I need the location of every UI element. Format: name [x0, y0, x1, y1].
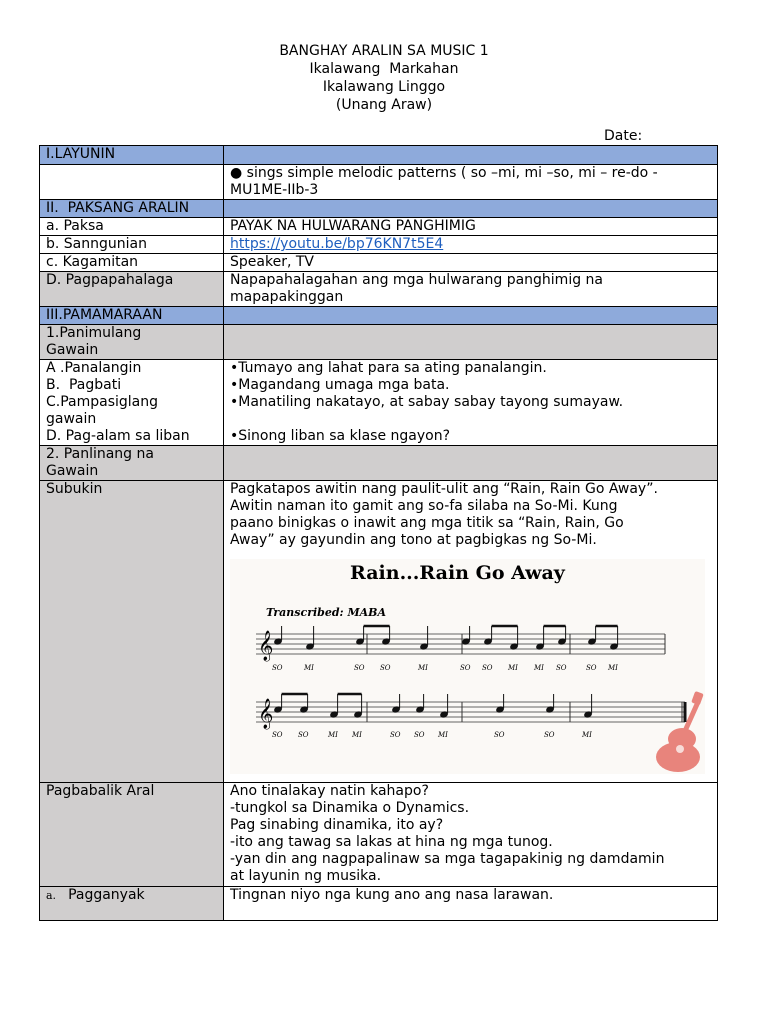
guitar-neck [685, 702, 698, 731]
row-label: 1.Panimulang Gawain [40, 325, 224, 360]
document-title: BANGHAY ARALIN SA MUSIC 1 [279, 43, 489, 59]
sheet-music-title: Rain...Rain Go Away [350, 562, 565, 584]
solfege-syllable: SO [494, 731, 505, 739]
syllables-row-2 [272, 731, 592, 739]
subukin-row [40, 481, 718, 783]
row-label: 2. Panlinang na Gawain [40, 446, 224, 481]
lesson-plan-table [39, 145, 718, 921]
pagganyak-row [40, 887, 718, 921]
staff-row-2 [256, 694, 685, 730]
row-value: Tingnan niyo nga kung ano ang nasa larawan. [224, 887, 718, 921]
solfege-syllable: SO [390, 731, 401, 739]
reference-link[interactable]: https://youtu.be/bp76KN7t5E4 [230, 236, 444, 252]
solfege-syllable: SO [556, 664, 567, 672]
opening-activities-row [40, 360, 718, 446]
paksa-row [40, 218, 718, 236]
sanggunian-row [40, 236, 718, 254]
panlinang-gawain-row [40, 446, 718, 481]
solfege-syllable: SO [272, 664, 283, 672]
solfege-syllable: SO [482, 664, 493, 672]
section-heading: I.LAYUNIN [40, 146, 224, 165]
row-label: A .Panalangin B. Pagbati C.Pampasiglang gawain D. Pag-alam sa liban [40, 360, 224, 446]
solfege-syllable: MI [438, 731, 448, 739]
objective-text: ● sings simple melodic patterns ( so –mi, mi –so, mi – re-do - MU1ME-IIb-3 [224, 165, 718, 200]
solfege-syllable: MI [304, 664, 314, 672]
row-value: Pagkatapos awitin nang paulit-ulit ang “Rain, Rain Go Away”. Awitin naman ito gamit ang so-fa silaba na So-Mi. Kung paano binigkas o inawit ang mga titik sa “Rain, Rain, Go Away” ay gayundin ang tono at pagbigkas ng So-Mi. Rain...Rain Go Away Transcribed: MABA 𝄞 𝄞 SO MI SO SO MI SO SO MI MI SO SO MI SO SO MI MI SO SO MI SO SO MI [224, 481, 718, 783]
solfege-syllable: MI [418, 664, 428, 672]
list-marker: a. [46, 889, 57, 902]
sheet-music-image [230, 559, 705, 774]
staff-row-1 [256, 626, 665, 662]
row-value: Napapahalagahan ang mga hulwarang panghimig na mapapakinggan [224, 272, 718, 307]
treble-clef: 𝄞 [258, 631, 274, 661]
solfege-syllable: SO [298, 731, 309, 739]
panimulang-gawain-row [40, 325, 718, 360]
solfege-syllable: SO [460, 664, 471, 672]
row-label: Pagbabalik Aral [40, 783, 224, 887]
row-value: •Tumayo ang lahat para sa ating panalangin. •Magandang umaga mga bata. •Manatiling nakatayo, at sabay sabay tayong sumayaw. •Sinong liban sa klase ngayon? [224, 360, 718, 446]
solfege-syllable: SO [586, 664, 597, 672]
section-paksang-aralin-row [40, 200, 718, 218]
solfege-syllable: MI [582, 731, 592, 739]
document-header [0, 42, 768, 114]
solfege-syllable: MI [608, 664, 618, 672]
solfege-syllable: SO [414, 731, 425, 739]
row-label: a. Paksa [40, 218, 224, 236]
row-value: PAYAK NA HULWARANG PANGHIMIG [224, 218, 718, 236]
section-heading: II. PAKSANG ARALIN [40, 200, 224, 218]
guitar-icon [656, 691, 704, 772]
solfege-syllable: SO [380, 664, 391, 672]
row-label: D. Pagpapahalaga [40, 272, 224, 307]
solfege-syllable: MI [508, 664, 518, 672]
solfege-syllable: SO [544, 731, 555, 739]
sheet-music-svg [230, 559, 705, 774]
treble-clef: 𝄞 [258, 699, 274, 729]
solfege-syllable: SO [272, 731, 283, 739]
pagpapahalaga-row [40, 272, 718, 307]
day-label: (Unang Araw) [335, 97, 433, 113]
sheet-music-credit: Transcribed: MABA [266, 606, 386, 619]
syllables-row-1 [272, 664, 618, 672]
row-label: c. Kagamitan [40, 254, 224, 272]
guitar-headstock [691, 691, 704, 705]
pagbabalik-aral-row [40, 783, 718, 887]
week-label: Ikalawang Linggo [322, 79, 446, 95]
guitar-sound-hole [676, 745, 684, 753]
row-value: Speaker, TV [224, 254, 718, 272]
objective-row [40, 165, 718, 200]
quarter-label: Ikalawang Markahan [309, 61, 459, 77]
solfege-syllable: MI [352, 731, 362, 739]
solfege-syllable: MI [534, 664, 544, 672]
row-value: Ano tinalakay natin kahapo? -tungkol sa Dinamika o Dynamics. Pag sinabing dinamika, ito ay? -ito ang tawag sa lakas at hina ng mga tunog. -yan din ang nagpapalinaw sa mga tagapakinig ng damdamin at layunin ng musika. [224, 783, 718, 887]
section-layunin-row [40, 146, 718, 165]
kagamitan-row [40, 254, 718, 272]
section-pamamaraan-row [40, 307, 718, 325]
solfege-syllable: SO [354, 664, 365, 672]
section-heading: III.PAMAMARAAN [40, 307, 224, 325]
row-label: Subukin [40, 481, 224, 783]
solfege-syllable: MI [328, 731, 338, 739]
row-label: b. Sanngunian [40, 236, 224, 254]
date-label: Date: [604, 128, 643, 144]
row-label: a. Pagganyak [40, 887, 224, 921]
